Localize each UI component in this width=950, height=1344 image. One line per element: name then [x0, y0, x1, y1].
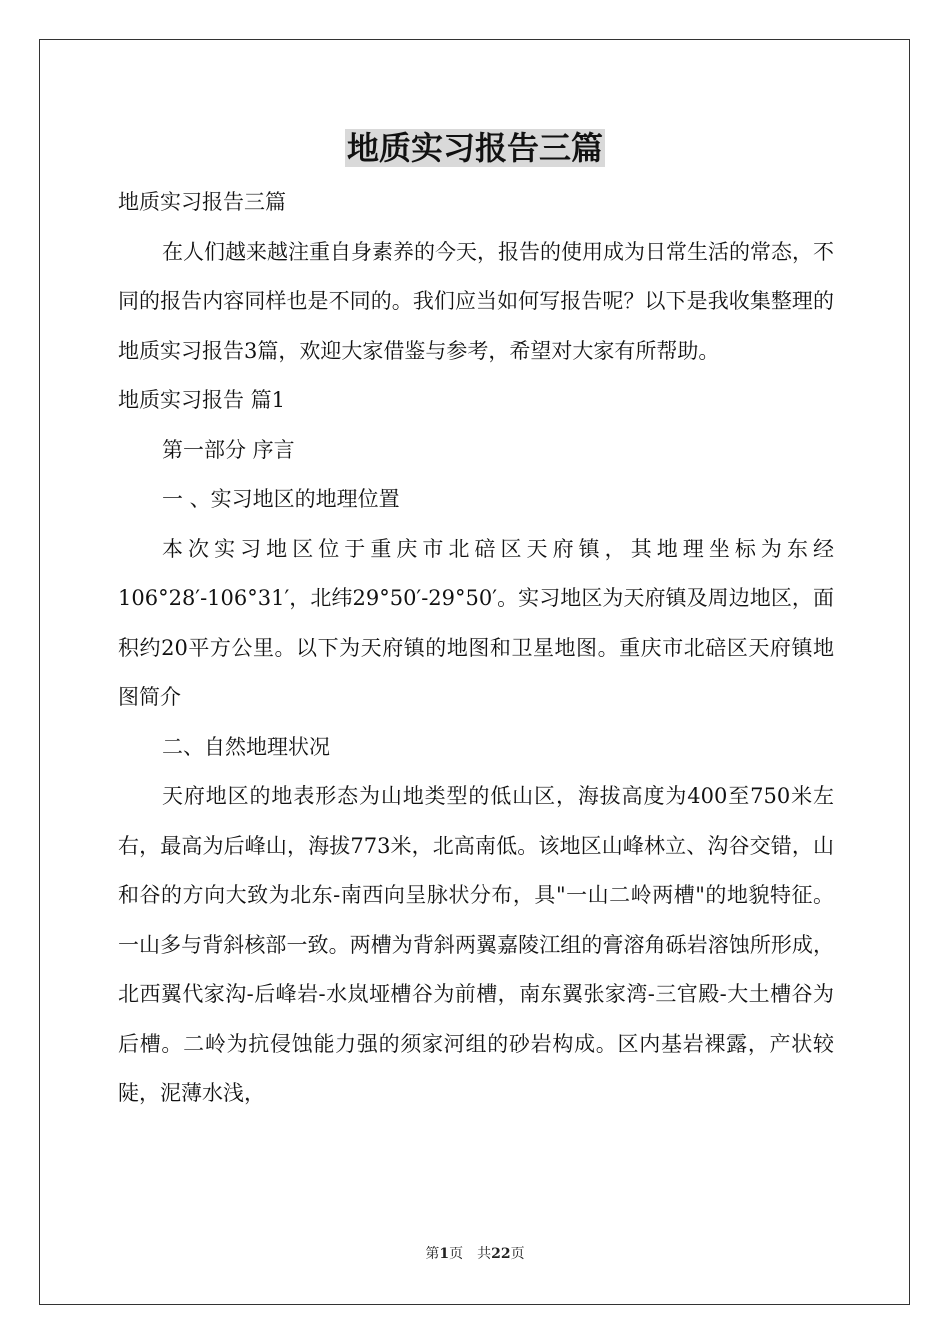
paragraph: 天府地区的地表形态为山地类型的低山区，海拔高度为400至750米左右，最高为后峰山，海拔773米，北高南低。该地区山峰林立、沟谷交错，山和谷的方向大致为北东-南西向呈脉状分布，具"一山二岭两槽"的地貌特征。一山多与背斜核部一致。两槽为背斜两翼嘉陵江组的膏溶角砾岩溶蚀所形成，北西翼代家沟-后峰岩-水岚垭槽谷为前槽，南东翼张家湾-三官殿-大土槽谷为后槽。二岭为抗侵蚀能力强的须家河组的砂岩构成。区内基岩裸露，产状较陡，泥薄水浅， [118, 784, 834, 1105]
page-prefix: 第 [425, 1246, 440, 1262]
paragraph: 一 、实习地区的地理位置 [162, 487, 400, 511]
paragraph: 第一部分 序言 [162, 437, 295, 462]
page-footer [0, 1245, 950, 1263]
paragraph: 地质实习报告 篇1 [118, 388, 286, 412]
paragraph: 地质实习报告三篇 [118, 190, 286, 214]
page-current: 1 [439, 1246, 450, 1262]
document-title-text: 地质实习报告三篇 [346, 129, 603, 167]
paragraph: 二、自然地理状况 [162, 734, 330, 759]
document-body [118, 178, 834, 1119]
page-suffix: 页 [510, 1246, 525, 1262]
paragraph: 本次实习地区位于重庆市北碚区天府镇，其地理坐标为东经106°28′-106°31′，北纬29°50′-29°50′。实习地区为天府镇及周边地区，面积约20平方公里。以下为天府镇的地图和卫星地图。重庆市北碚区天府镇地图简介 [118, 536, 834, 709]
page-mid: 页 共 [449, 1246, 492, 1262]
document-title [0, 128, 950, 168]
page-total: 22 [491, 1246, 511, 1262]
paragraph: 在人们越来越注重自身素养的今天，报告的使用成为日常生活的常态，不同的报告内容同样也是不同的。我们应当如何写报告呢？以下是我收集整理的地质实习报告3篇，欢迎大家借鉴与参考，希望对大家有所帮助。 [118, 239, 834, 363]
